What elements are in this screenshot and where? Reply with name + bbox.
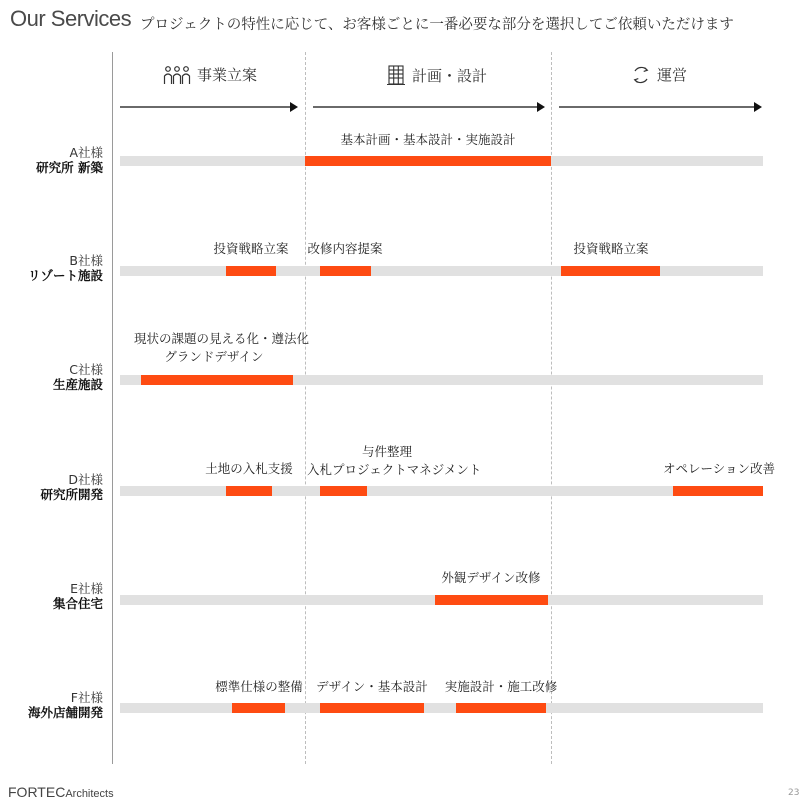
building-icon bbox=[386, 64, 406, 86]
logo-sub: Architects bbox=[65, 788, 114, 800]
service-bar bbox=[232, 703, 285, 713]
client-project: 海外店舗開発 bbox=[28, 705, 104, 720]
service-bar bbox=[226, 266, 276, 276]
service-label bbox=[134, 330, 310, 366]
service-bar bbox=[320, 703, 424, 713]
logo-main: FORTEC bbox=[8, 784, 66, 800]
client-project: 生産施設 bbox=[52, 377, 103, 392]
client-label bbox=[28, 581, 103, 612]
service-bar bbox=[561, 266, 660, 276]
client-label bbox=[28, 145, 103, 176]
service-label: 実施設計・施工改修 bbox=[444, 679, 558, 694]
client-name: A社様 bbox=[69, 145, 103, 160]
service-label: 投資戦略立案 bbox=[213, 241, 289, 256]
phase-label: 計画・設計 bbox=[412, 66, 488, 85]
phase-operation bbox=[631, 64, 687, 85]
service-label: デザイン・基本設計 bbox=[316, 679, 428, 694]
service-label: オペレーション改善 bbox=[663, 461, 776, 476]
service-label-line: グランドデザイン bbox=[164, 349, 264, 364]
service-bar bbox=[226, 486, 272, 496]
client-label bbox=[28, 472, 103, 503]
phase-label: 運営 bbox=[657, 66, 688, 84]
service-track bbox=[120, 266, 763, 276]
service-bar bbox=[305, 156, 551, 166]
phase-label: 事業立案 bbox=[197, 66, 258, 84]
client-project: 集合住宅 bbox=[52, 596, 103, 611]
client-name: F社様 bbox=[70, 690, 103, 705]
service-label-line: 与件整理 bbox=[361, 444, 412, 459]
people-icon bbox=[163, 65, 191, 85]
service-bar bbox=[320, 266, 371, 276]
phase-arrow bbox=[559, 100, 765, 114]
service-label-line: 入札プロジェクトマネジメント bbox=[307, 462, 482, 477]
service-bar bbox=[456, 703, 546, 713]
service-label: 改修内容提案 bbox=[307, 241, 383, 256]
client-name: B社様 bbox=[69, 253, 103, 268]
client-project: リゾート施設 bbox=[28, 268, 104, 283]
client-name: C社様 bbox=[69, 362, 103, 377]
client-project: 研究所開発 bbox=[40, 487, 103, 502]
cycle-icon bbox=[631, 65, 651, 85]
client-label bbox=[28, 362, 103, 393]
client-label bbox=[28, 690, 103, 721]
company-logo bbox=[8, 784, 114, 800]
phase-arrow bbox=[313, 100, 548, 114]
service-label: 基本計画・基本設計・実施設計 bbox=[340, 132, 516, 147]
service-bar bbox=[435, 595, 548, 605]
phase-design bbox=[386, 64, 487, 86]
service-bar bbox=[320, 486, 367, 496]
service-label: 外観デザイン改修 bbox=[441, 570, 541, 585]
client-label bbox=[28, 253, 103, 284]
client-project: 研究所 新築 bbox=[36, 160, 103, 175]
phase-planning bbox=[163, 64, 257, 85]
client-name: D社様 bbox=[68, 472, 103, 487]
service-label: 投資戦略立案 bbox=[573, 241, 649, 256]
service-bar bbox=[141, 375, 293, 385]
service-bar bbox=[673, 486, 763, 496]
page-subtitle: プロジェクトの特性に応じて、お客様ごとに一番必要な部分を選択してご依頼いただけます bbox=[140, 17, 734, 33]
service-label bbox=[307, 443, 482, 479]
phase-arrow bbox=[120, 100, 300, 114]
service-track bbox=[120, 486, 763, 496]
page-title: Our Services bbox=[10, 6, 132, 31]
service-track bbox=[120, 703, 763, 713]
page-number: 23 bbox=[788, 788, 800, 798]
service-label: 標準仕様の整備 bbox=[215, 679, 303, 694]
service-label: 土地の入札支援 bbox=[205, 461, 293, 476]
service-label-line: 現状の課題の見える化・遵法化 bbox=[134, 331, 310, 346]
client-name: E社様 bbox=[70, 581, 103, 596]
client-axis-line bbox=[112, 52, 113, 764]
